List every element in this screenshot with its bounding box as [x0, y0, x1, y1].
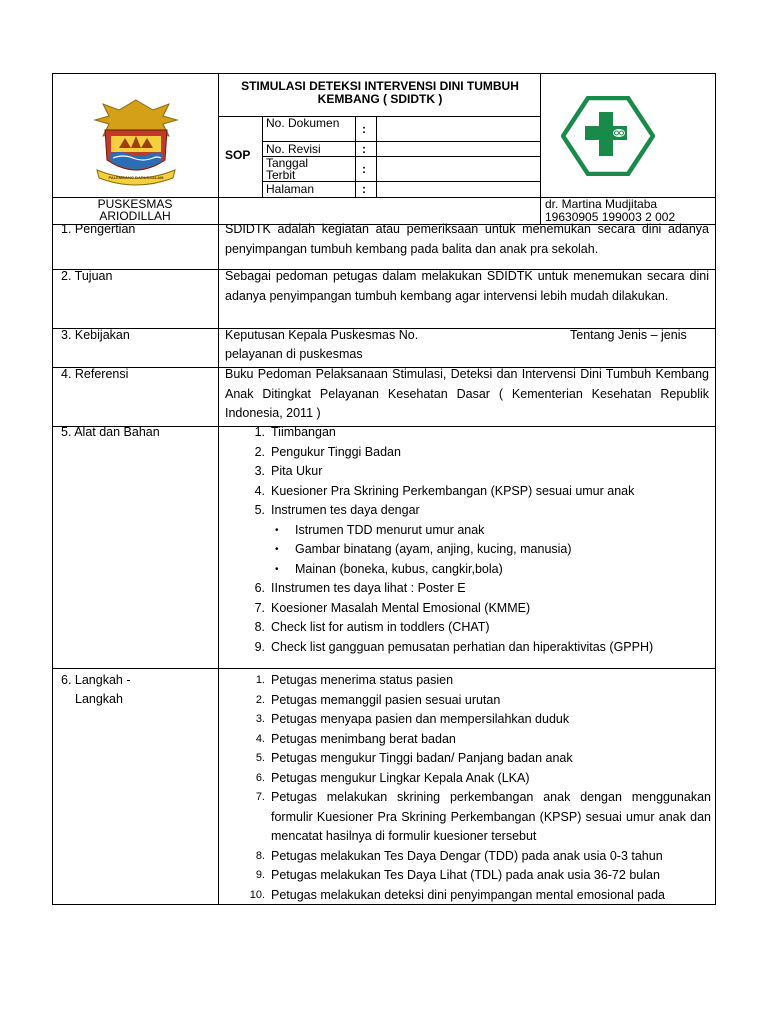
puskesmas-cross-icon: [561, 96, 655, 176]
field-colon: :: [362, 142, 366, 156]
bullet-icon: •: [275, 524, 279, 536]
langkah-list: [225, 671, 711, 905]
row-line: [53, 668, 715, 669]
section-label-kebijakan: 3. Kebijakan: [61, 328, 130, 342]
section-label-pengertian: 1. Pengertian: [61, 222, 136, 236]
palembang-city-logo: [89, 96, 183, 190]
list-item: 6. IInstrumen tes daya lihat : Poster E: [254, 581, 466, 595]
step-item: 8. Petugas melakukan Tes Daya Dengar (TDD) pada anak usia 0-3 tahun: [255, 848, 663, 863]
bullet-icon: •: [275, 563, 279, 575]
step-item: 6. Petugas mengukur Lingkar Kepala Anak (LKA): [255, 770, 530, 785]
sub-list-item: • Gambar binatang (ayam, anjing, kucing, manusia): [225, 540, 711, 560]
step-item: 3. Petugas menyapa pasien dan mempersilahkan duduk: [255, 712, 570, 726]
list-item: 7. Koesioner Masalah Mental Emosional (KMME): [254, 600, 531, 615]
section-label-tujuan: 2. Tujuan: [61, 269, 113, 283]
list-item: 9. Check list gangguan pemusatan perhatian dan hiperaktivitas (GPPH): [254, 639, 654, 654]
section-label-langkah-b: Langkah: [75, 692, 123, 706]
step-item: 1. Petugas menerima status pasien: [255, 673, 454, 687]
document-title: STIMULASI DETEKSI INTERVENSI DINI TUMBUH KEMBANG ( SDIDTK ): [241, 79, 519, 106]
signatory-nip: 19630905 199003 2 002: [545, 210, 676, 224]
step-item: 2. Petugas memanggil pasien sesuai urutan: [255, 692, 501, 707]
list-item: 3. Pita Ukur: [254, 464, 323, 478]
step-item: 7. Petugas melakukan skrining perkembangan anak dengan menggunakan formulir Kuesioner Pra Skrining Perkembangan (KPSP) sesuai umur anak dan mencatat hasilnya di formulir kuesioner tersebut: [255, 790, 711, 843]
step-item: 10. Petugas melakukan deteksi dini penyimpangan mental emosional pada: [249, 887, 666, 902]
sop-document: [52, 73, 716, 905]
step-item: 9. Petugas melakukan Tes Daya Lihat (TDL) pada anak usia 36-72 bulan: [255, 868, 660, 882]
sub-list-item: • Istrumen TDD menurut umur anak: [225, 521, 711, 541]
sub-list-item: • Mainan (boneka, kubus, cangkir,bola): [225, 560, 711, 580]
list-item: 4. Kuesioner Pra Skrining Perkembangan (KPSP) sesuai umur anak: [254, 483, 635, 498]
bullet-icon: •: [275, 544, 279, 555]
field-label-no-dokumen: No. Dokumen: [266, 116, 340, 130]
kebijakan-text-a: Keputusan Kepala Puskesmas No.: [225, 328, 419, 342]
puskesmas-logo: [561, 96, 655, 176]
section-label-referensi: 4. Referensi: [61, 367, 129, 381]
alat-bahan-list: [225, 423, 711, 657]
section-label-alat-bahan: 5. Alat dan Bahan: [61, 425, 160, 439]
section-text-referensi: Buku Pedoman Pelaksanaan Stimulasi, Deteksi dan Intervensi Dini Tumbuh Kembang Anak Ditingkat Pelayanan Kesehatan Dasar ( Kementerian Kesehatan Republik Indonesia, 2011 ): [225, 367, 709, 420]
org-name: PUSKESMAS ARIODILLAH: [97, 197, 173, 223]
field-label-halaman: Halaman: [266, 182, 315, 196]
sop-label: SOP: [225, 148, 251, 162]
section-label-langkah-a: 6. Langkah -: [61, 673, 131, 687]
step-item: 5. Petugas mengukur Tinggi badan/ Panjang badan anak: [255, 751, 573, 765]
column-divider: [218, 74, 219, 905]
section-text-tujuan: Sebagai pedoman petugas dalam melakukan SDIDTK untuk menemukan secara dini adanya penyimpangan tumbuh kembang agar intervensi lebih mudah dilakukan.: [225, 269, 709, 303]
kebijakan-text-b: Tentang Jenis – jenis: [570, 328, 687, 342]
field-colon: :: [362, 162, 366, 176]
list-item: 5. Instrumen tes daya dengar: [254, 503, 420, 517]
logo-banner-text: PALEMBANG DARUSSALAM: [108, 175, 164, 180]
field-colon: :: [362, 182, 366, 196]
field-label-no-revisi: No. Revisi: [266, 142, 321, 156]
kebijakan-text-c: pelayanan di puskesmas: [225, 347, 363, 361]
signatory-name: dr. Martina Mudjitaba: [545, 197, 658, 211]
list-item: 8. Check list for autism in toddlers (CHAT): [254, 620, 490, 634]
field-colon: :: [362, 122, 366, 136]
step-item: 4. Petugas menimbang berat badan: [255, 731, 456, 746]
list-item: 2. Pengukur Tinggi Badan: [254, 444, 401, 459]
section-text-pengertian: SDIDTK adalah kegiatan atau pemeriksaan untuk menemukan secara dini adanya penyimpangan tumbuh kembang pada balita dan anak pra sekolah.: [225, 222, 709, 256]
field-label-tanggal-terbit: Tanggal Terbit: [266, 156, 309, 182]
list-item: 1. Tiimbangan: [254, 425, 336, 439]
